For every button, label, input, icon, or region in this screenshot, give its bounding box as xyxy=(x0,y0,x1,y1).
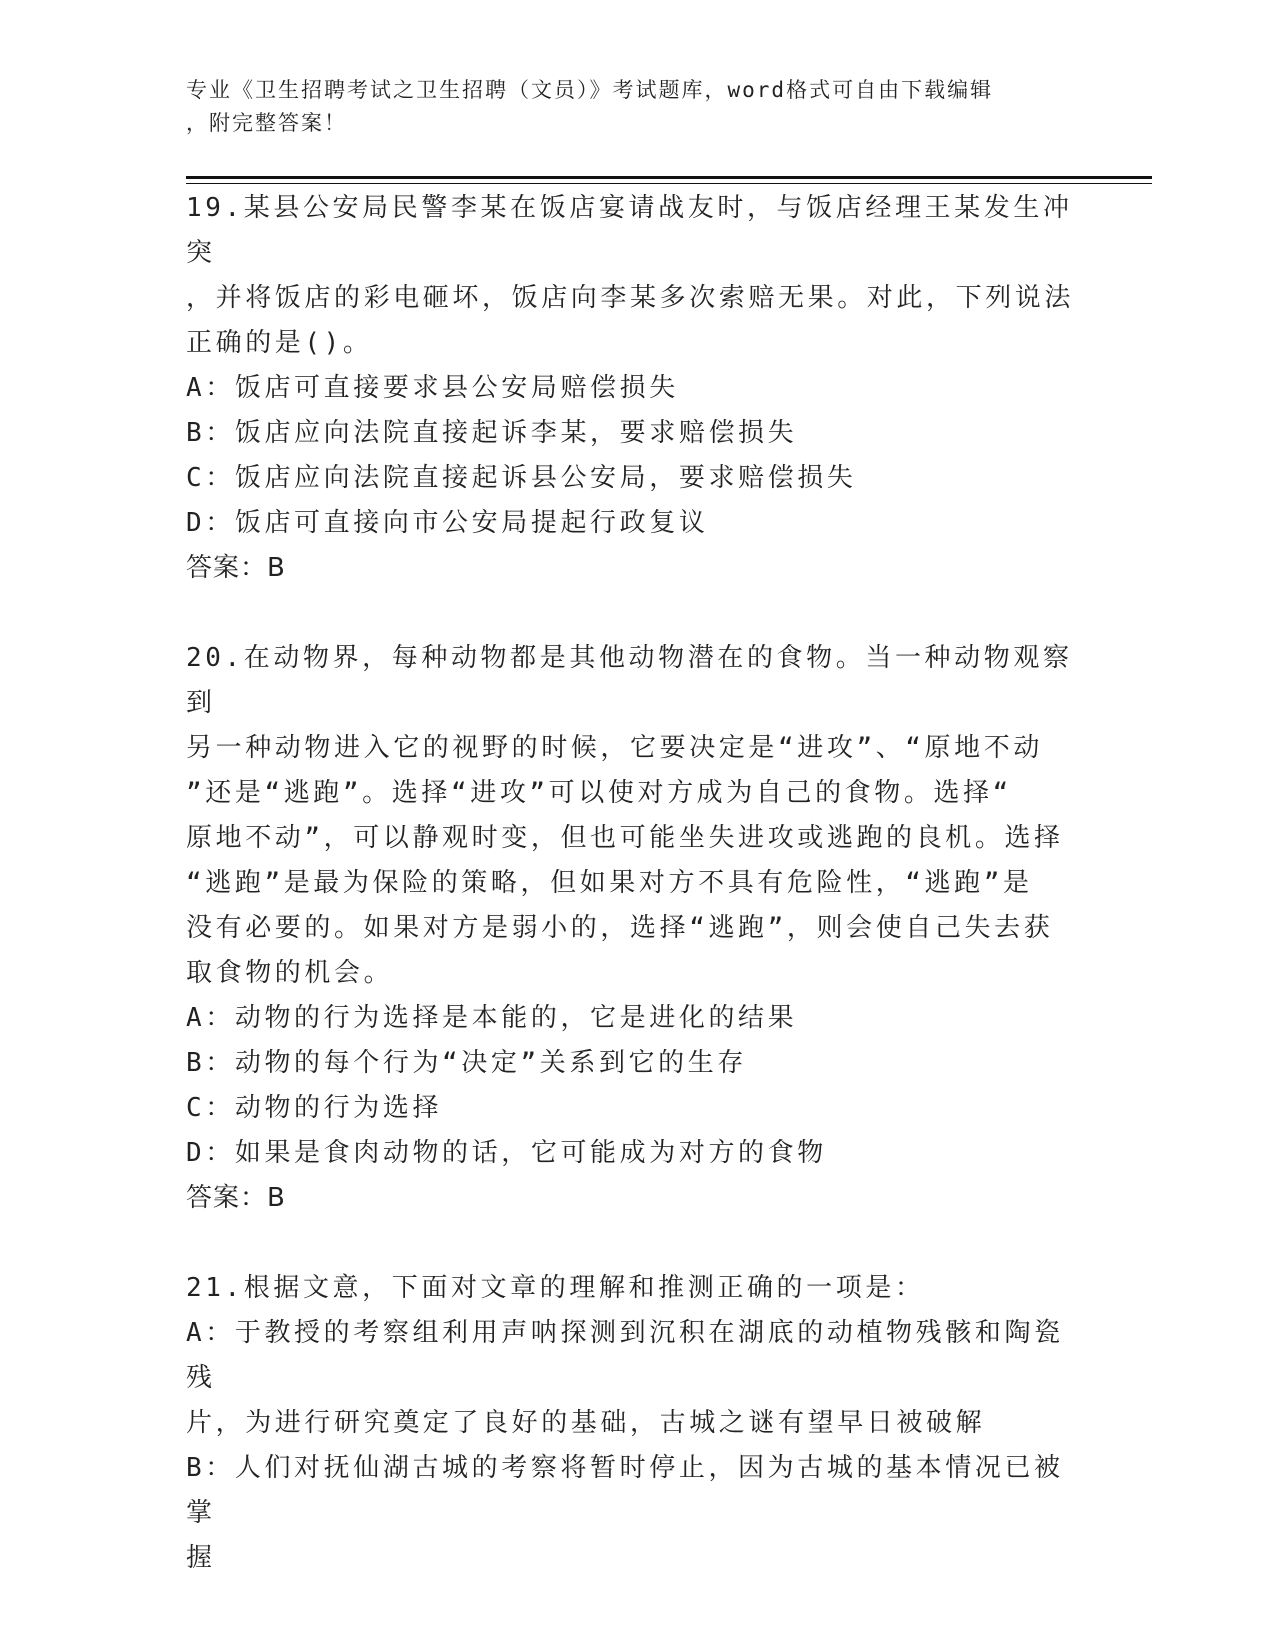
question-stem-line: ”还是“逃跑”。选择“进攻”可以使对方成为自己的食物。选择“ xyxy=(186,778,1012,808)
option-b: B：人们对抚仙湖古城的考察将暂时停止，因为古城的基本情况已被掌 xyxy=(186,1453,1064,1528)
header-divider-thick xyxy=(186,176,1152,179)
answer-line: 答案：B xyxy=(186,1183,286,1213)
option-a: A：于教授的考察组利用声呐探测到沉积在湖底的动植物残骸和陶瓷残 xyxy=(186,1318,1064,1393)
question-stem-line: 取食物的机会。 xyxy=(186,958,394,988)
question-stem-line: 原地不动”，可以静观时变，但也可能坐失进攻或逃跑的良机。选择 xyxy=(186,823,1064,853)
question-stem-line: 没有必要的。如果对方是弱小的，选择“逃跑”，则会使自己失去获 xyxy=(186,913,1054,943)
header-line-1: 专业《卫生招聘考试之卫生招聘（文员）》考试题库，word格式可自由下载编辑 xyxy=(186,78,994,102)
header-line-2: ，附完整答案！ xyxy=(186,111,347,135)
question-19 xyxy=(186,186,1086,591)
option-d: D：饭店可直接向市公安局提起行政复议 xyxy=(186,508,709,538)
option-b-continued: 握 xyxy=(186,1543,216,1573)
option-a-continued: 片，为进行研究奠定了良好的基础，古城之谜有望早日被破解 xyxy=(186,1408,986,1438)
option-d: D：如果是食肉动物的话，它可能成为对方的食物 xyxy=(186,1138,827,1168)
question-stem-line: 另一种动物进入它的视野的时候，它要决定是“进攻”、“原地不动 xyxy=(186,733,1043,763)
option-a: A：饭店可直接要求县公安局赔偿损失 xyxy=(186,373,679,403)
question-stem-line: ，并将饭店的彩电砸坏，饭店向李某多次索赔无果。对此，下列说法 xyxy=(186,283,1075,313)
spacer xyxy=(186,591,1086,636)
option-a: A：动物的行为选择是本能的，它是进化的结果 xyxy=(186,1003,798,1033)
question-list xyxy=(186,186,1086,1581)
question-stem-line: 正确的是()。 xyxy=(186,328,373,358)
option-b: B：饭店应向法院直接起诉李某，要求赔偿损失 xyxy=(186,418,798,448)
question-21 xyxy=(186,1266,1086,1581)
spacer xyxy=(186,1221,1086,1266)
document-header xyxy=(186,74,1066,140)
question-stem-line: 21.根据文意，下面对文章的理解和推测正确的一项是： xyxy=(186,1273,925,1303)
answer-line: 答案：B xyxy=(186,553,286,583)
option-c: C：饭店应向法院直接起诉县公安局，要求赔偿损失 xyxy=(186,463,857,493)
question-stem-line: 19.某县公安局民警李某在饭店宴请战友时，与饭店经理王某发生冲突 xyxy=(186,193,1073,268)
question-stem-line: “逃跑”是最为保险的策略，但如果对方不具有危险性，“逃跑”是 xyxy=(186,868,1033,898)
question-stem-line: 20.在动物界，每种动物都是其他动物潜在的食物。当一种动物观察到 xyxy=(186,643,1073,718)
option-c: C：动物的行为选择 xyxy=(186,1093,443,1123)
header-divider-thin xyxy=(186,183,1152,184)
option-b: B：动物的每个行为“决定”关系到它的生存 xyxy=(186,1048,747,1078)
question-20 xyxy=(186,636,1086,1221)
